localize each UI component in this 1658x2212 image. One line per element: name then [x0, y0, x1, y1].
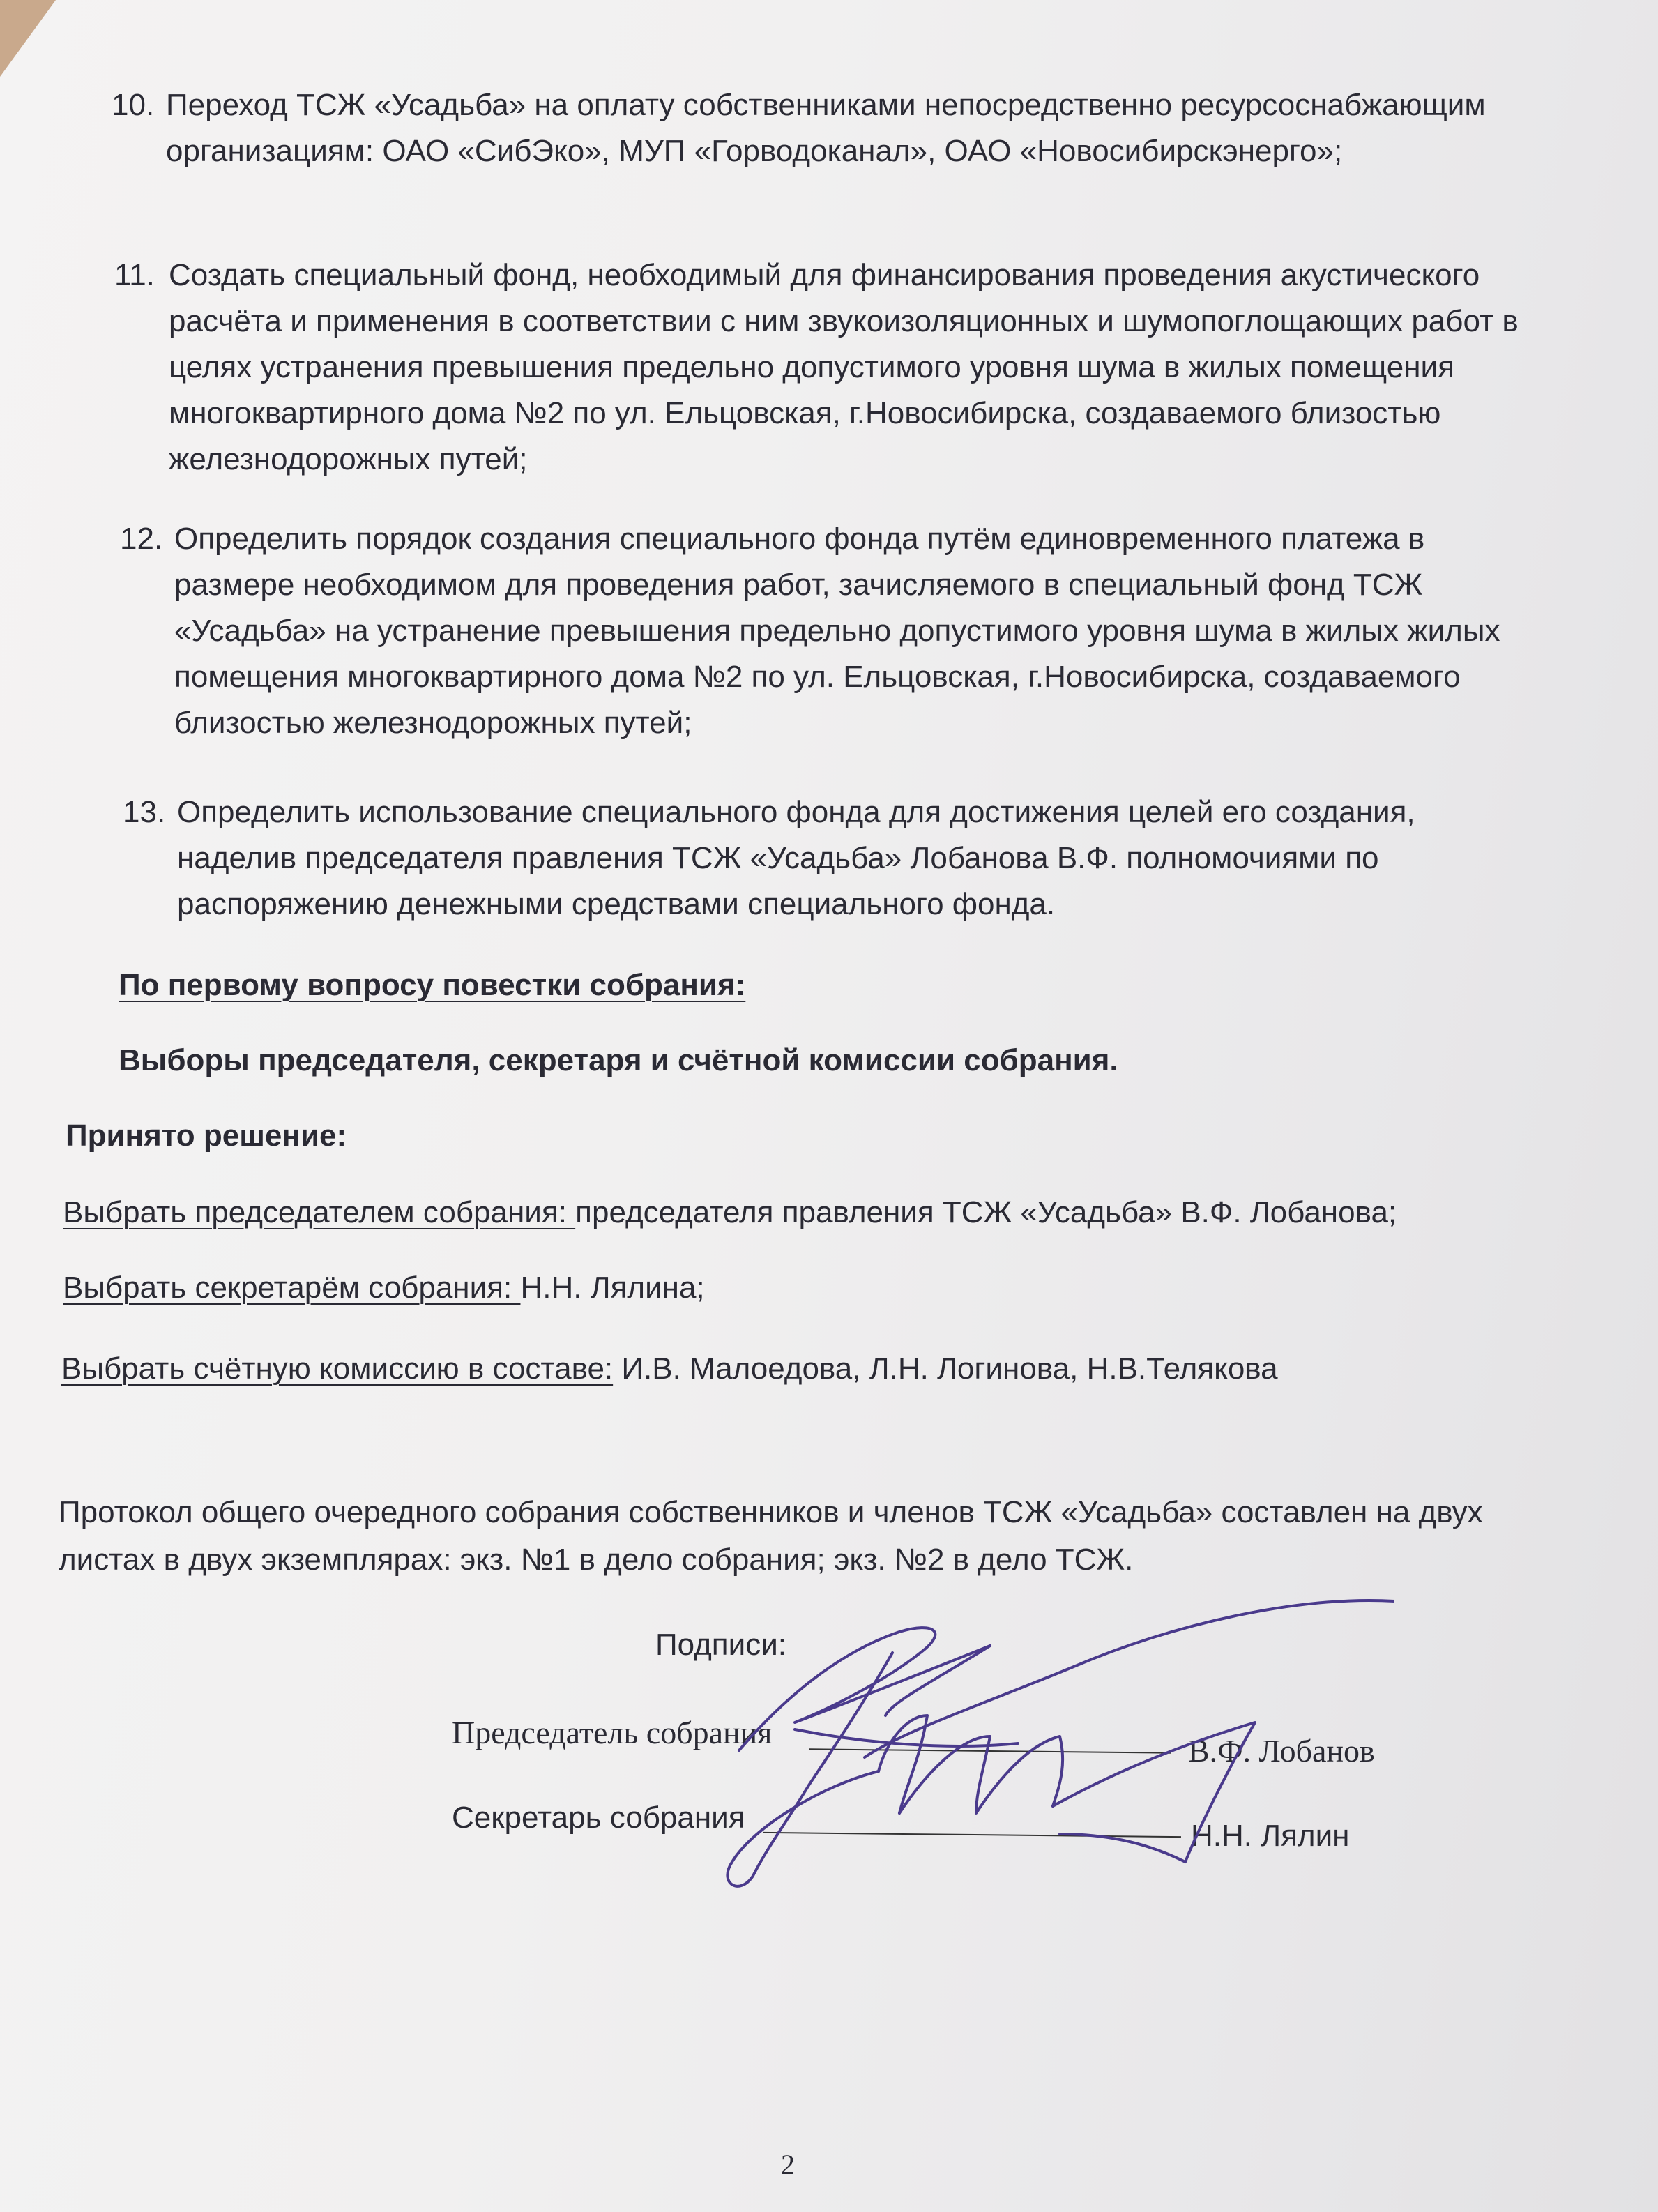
secretary-election	[63, 1265, 705, 1311]
text-line: размере необходимом для проведения работ, зачисляемого в специальный фонд ТСЖ	[174, 568, 1423, 602]
secretary-role: Секретарь собрания	[452, 1801, 745, 1835]
chair-election-value: председателя правления ТСЖ «Усадьба» В.Ф. Лобанова;	[575, 1195, 1397, 1229]
paper-corner	[0, 0, 56, 77]
secretary-election-label: Выбрать секретарём собрания:	[63, 1271, 521, 1305]
item-number: 12.	[120, 522, 163, 556]
text-line: близостью железнодорожных путей;	[174, 706, 692, 740]
text-line: организациям: ОАО «СибЭко», МУП «Горводоканал», ОАО «Новосибирскэнерго»;	[166, 134, 1343, 168]
text-line: расчёта и применения в соответствии с ним звукоизоляционных и шумопоглощающих работ в	[169, 304, 1519, 338]
first-question-topic: Выборы председателя, секретаря и счётной комиссии собрания.	[119, 1043, 1118, 1077]
text-line: помещения многоквартирного дома №2 по ул. Ельцовская, г.Новосибирска, создаваемого	[174, 660, 1461, 694]
decision-heading: Принято решение:	[66, 1119, 347, 1153]
secretary-election-value: Н.Н. Лялина;	[520, 1271, 705, 1305]
text-line: распоряжению денежными средствами специального фонда.	[177, 887, 1056, 921]
commission-election-label: Выбрать счётную комиссию в составе:	[61, 1351, 614, 1386]
item-number: 10.	[112, 88, 155, 122]
secretary-name: Н.Н. Лялин	[1191, 1819, 1350, 1853]
page-number: 2	[781, 2149, 795, 2180]
text-line: Переход ТСЖ «Усадьба» на оплату собственниками непосредственно ресурсоснабжающим	[166, 88, 1486, 122]
protocol-line-1: Протокол общего очередного собрания собственников и членов ТСЖ «Усадьба» составлен на двух	[59, 1495, 1483, 1529]
item-text	[166, 82, 1486, 174]
text-line: железнодорожных путей;	[169, 442, 528, 476]
text-line: Создать специальный фонд, необходимый для финансирования проведения акустического	[169, 258, 1480, 292]
chair-election	[63, 1190, 1397, 1236]
text-line: многоквартирного дома №2 по ул. Ельцовская, г.Новосибирска, создаваемого близостью	[169, 396, 1441, 430]
signatures-heading: Подписи:	[655, 1628, 787, 1662]
text-line: наделив председателя правления ТСЖ «Усадьба» Лобанова В.Ф. полномочиями по	[177, 841, 1379, 875]
chair-name: В.Ф. Лобанов	[1188, 1733, 1375, 1768]
commission-election-value: И.В. Малоедова, Л.Н. Логинова, Н.В.Телякова	[613, 1351, 1278, 1386]
text-line: «Усадьба» на устранение превышения предельно допустимого уровня шума в жилых жилых	[174, 614, 1500, 648]
item-text	[174, 516, 1500, 746]
text-line: Определить порядок создания специального фонда путём единовременного платежа в	[174, 522, 1425, 556]
text-line: Определить использование специального фонда для достижения целей его создания,	[177, 795, 1415, 829]
text-line: целях устранения превышения предельно допустимого уровня шума в жилых помещения	[169, 350, 1454, 384]
item-number: 13.	[123, 795, 166, 829]
item-number: 11.	[114, 258, 155, 292]
item-text	[169, 252, 1519, 483]
handwritten-signature	[725, 1562, 1394, 1953]
chair-role: Председатель собрания	[452, 1715, 773, 1750]
first-question-heading: По первому вопросу повестки собрания:	[119, 968, 746, 1002]
item-text	[177, 789, 1415, 927]
chair-election-label: Выбрать председателем собрания:	[63, 1195, 576, 1229]
commission-election	[61, 1346, 1278, 1392]
protocol-line-2: листах в двух экземплярах: экз. №1 в дело собрания; экз. №2 в дело ТСЖ.	[59, 1543, 1134, 1577]
